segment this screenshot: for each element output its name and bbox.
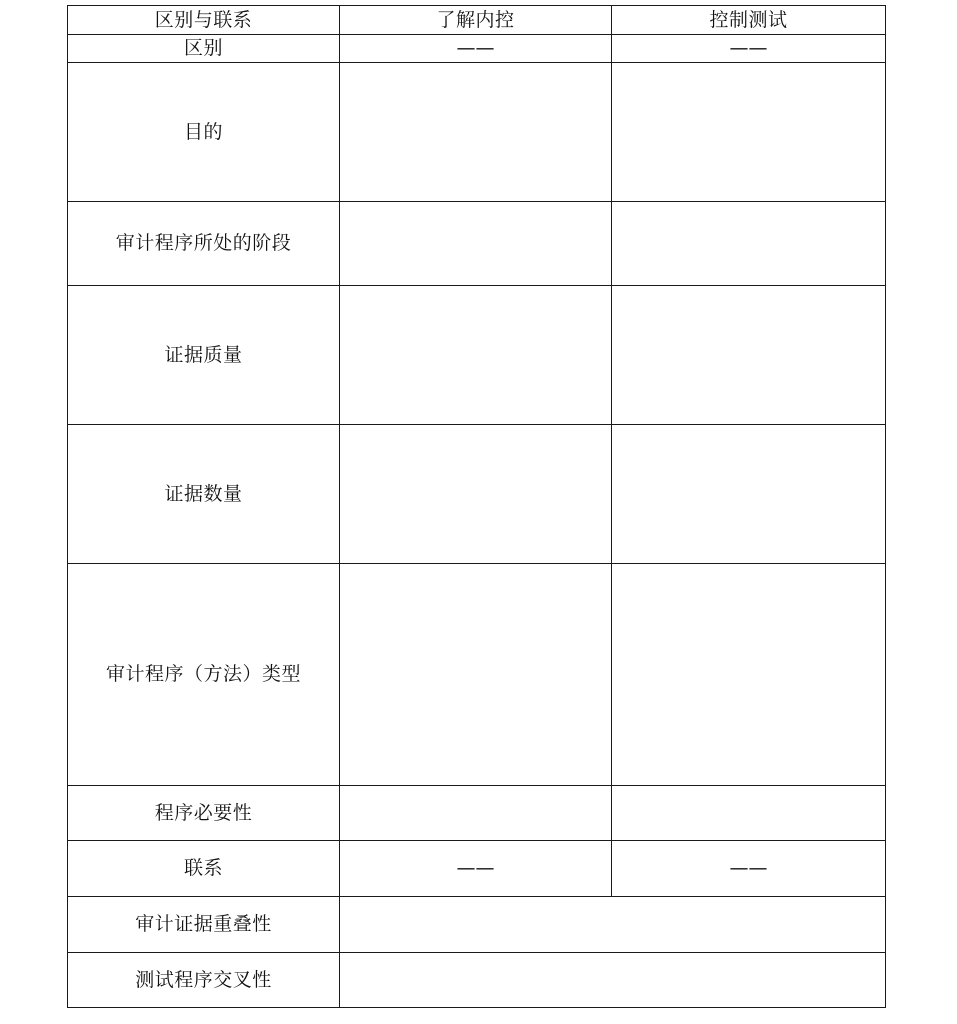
row-label-procedure-necessity: 程序必要性 (68, 786, 340, 841)
row-cell-empty (612, 286, 886, 425)
row-cell-empty (340, 564, 612, 786)
row-cell-dash (340, 841, 612, 897)
row-cell-empty (612, 425, 886, 564)
row-label-evidence-quality: 证据质量 (68, 286, 340, 425)
row-label-audit-stage: 审计程序所处的阶段 (68, 202, 340, 286)
row-label-evidence-quantity: 证据数量 (68, 425, 340, 564)
table-row (68, 564, 886, 786)
row-label-procedure-type: 审计程序（方法）类型 (68, 564, 340, 786)
table-row (68, 202, 886, 286)
dash-mark: —— (729, 857, 768, 879)
row-cell-empty (612, 786, 886, 841)
row-cell-empty (612, 63, 886, 202)
table-row (68, 286, 886, 425)
row-label-procedure-crossover: 测试程序交叉性 (68, 953, 340, 1008)
row-cell-empty (340, 202, 612, 286)
comparison-table (67, 5, 886, 1008)
dash-mark: —— (729, 37, 768, 59)
header-relationship: 区别与联系 (68, 6, 340, 35)
row-cell-empty (340, 786, 612, 841)
row-label-purpose: 目的 (68, 63, 340, 202)
row-label-connection: 联系 (68, 841, 340, 897)
table-row (68, 786, 886, 841)
table-header-row (68, 6, 886, 35)
row-cell-empty (340, 63, 612, 202)
row-cell-dash (612, 35, 886, 63)
header-test-of-controls: 控制测试 (612, 6, 886, 35)
table-row (68, 63, 886, 202)
row-cell-merged-empty (340, 953, 886, 1008)
row-label-evidence-overlap: 审计证据重叠性 (68, 897, 340, 953)
table-row (68, 35, 886, 63)
table-row (68, 953, 886, 1008)
table-row (68, 841, 886, 897)
row-cell-empty (612, 564, 886, 786)
row-cell-merged-empty (340, 897, 886, 953)
row-cell-dash (340, 35, 612, 63)
row-cell-dash (612, 841, 886, 897)
row-cell-empty (340, 425, 612, 564)
row-cell-empty (340, 286, 612, 425)
dash-mark: —— (456, 37, 495, 59)
row-cell-empty (612, 202, 886, 286)
table-row (68, 425, 886, 564)
dash-mark: —— (456, 857, 495, 879)
row-label-difference: 区别 (68, 35, 340, 63)
header-understand-internal-control: 了解内控 (340, 6, 612, 35)
table-row (68, 897, 886, 953)
